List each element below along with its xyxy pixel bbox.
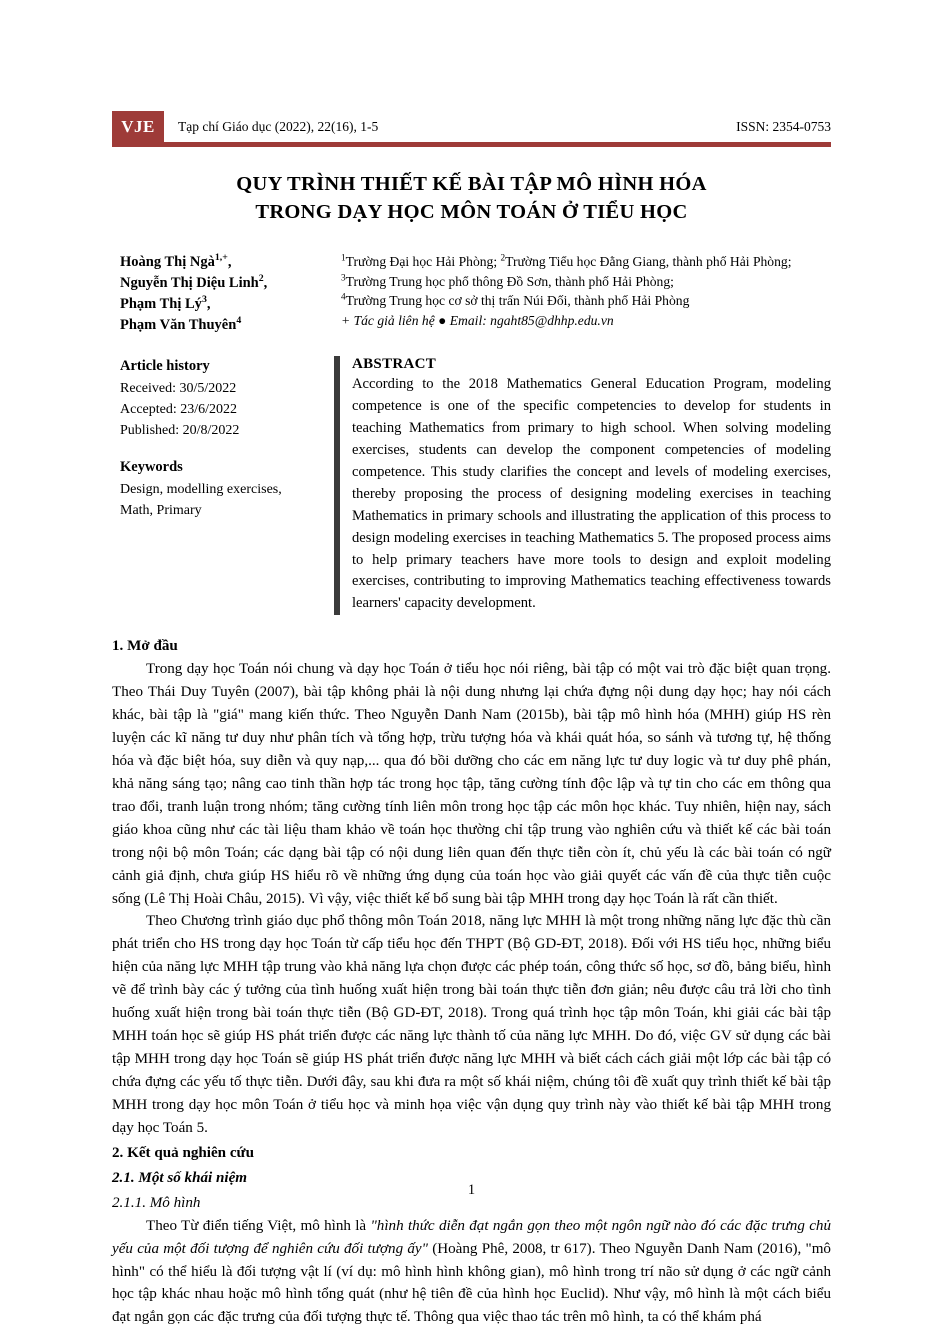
author-superscript: 1,+ [214,252,228,264]
abstract-text: According to the 2018 Mathematics General Education Program, modeling competence is one of the specific competencies to develop for students in teaching Mathematics from primary to high school. When solving modeling exercises, students can develop the component competencies of modeling competence. This study clarifies the concept and levels of modeling exercises, thereby proposing the process of designing modeling exercises in teaching Mathematics in primary schools and illustrating the application of this process to design modeling exercises in teaching Mathematics 5. The proposed process aims to help primary teachers have more tools to design and exploit modeling exercises, contributing to improving Mathematics teaching effectiveness towards learners' capacity development. [352,376,831,612]
author-entry [120,252,337,273]
paragraph-3-part-1: Theo Từ điển tiếng Việt, mô hình là [146,1217,371,1234]
keywords-line-2: Math, Primary [120,502,202,518]
author-superscript: 2 [258,273,264,285]
published-date: Published: 20/8/2022 [120,423,240,439]
affiliation-entry [341,272,831,292]
author-entry [120,315,337,336]
received-date: Received: 30/5/2022 [120,381,237,397]
paragraph-3 [112,1215,831,1330]
journal-citation: Tạp chí Giáo dục (2022), 22(16), 1-5 [178,118,379,134]
article-metadata [112,356,334,615]
paragraph-2: Theo Chương trình giáo dục phổ thông môn Toán 2018, năng lực MHH là một trong những năng lực đặc thù cần phát triển cho HS trong dạy học Toán từ cấp tiểu học đến THPT (Bộ GD-ĐT, 2018). Đối với HS tiểu học, những biểu hiện của năng lực MHH tập trung vào khả năng lựa chọn được các phép toán, công thức số học, sơ đồ, bảng biểu, hình vẽ để trình bày các ý tưởng của tình huống xuất hiện trong bài toán thực tiễn đơn giản; nêu được câu trả lời cho tình huống xuất hiện trong bài toán thực tiễn (Bộ GD-ĐT, 2018). Trong quá trình học tập môn Toán, khi giải các bài tập MHH toán học sẽ giúp HS phát triển được các năng lực thành tố của năng lực MHH. Do đó, việc GV sử dụng các bài tập MHH trong dạy học Toán sẽ giúp HS phát triển được năng lực MHH và biết cách cách giải một lớp các bài tập có chứa đựng các yếu tố thực tiễn. Dưới đây, sau khi đưa ra một số khái niệm, chúng tôi đề xuất quy trình thiết kế bài tập MHH trong dạy học môn Toán ở tiểu học và minh họa việc vận dụng quy trình này vào thiết kế bài tập MHH trong dạy học Toán 5. [112,913,831,1136]
heading-section-2: 2. Kết quả nghiên cứu [112,1144,254,1161]
paragraph-1: Trong dạy học Toán nói chung và dạy học Toán ở tiểu học nói riêng, bài tập có một vai trò đặc biệt quan trọng. Theo Thái Duy Tuyên (2007), bài tập không phải là nội dung nhưng lại chứa đựng nội dung dạy học; hay nói cách khác, bài tập là "giá" mang kiến thức. Theo Nguyễn Danh Nam (2015b), bài tập mô hình hóa (MHH) giúp HS rèn luyện các kĩ năng tư duy như phân tích và tổng hợp, trừu tượng hóa và khái quát hóa, so sánh và tương tự, hệ thống hóa và đặc biệt hóa, suy diễn và quy nạp,... qua đó bồi dưỡng cho các em năng lực tư duy logic và tư duy phê phán, khả năng sáng tạo; nâng cao tinh thần hợp tác trong học tập, tăng cường tính độc lập và tự tin cho các em thông qua trao đổi, tranh luận trong nhóm; tăng cường tính liên môn trong học tập các môn học khác. Tuy nhiên, hiện nay, sách giáo khoa cũng như các tài liệu tham khảo về toán học thường chỉ tập trung vào nghiên cứu và thiết kế các bài toán trong nội bộ môn Toán; các dạng bài tập có nội dung liên quan đến thực tiễn còn ít, chủ yếu là các bài toán có ngữ cảnh giả định, chưa giúp HS hiểu rõ về những ứng dụng của toán học vào giải quyết các vấn đề của thực tiễn cuộc sống (Lê Thị Hoài Châu, 2015). Vì vậy, việc thiết kế bổ sung bài tập MHH trong dạy học Toán là rất cần thiết. [112,661,831,907]
abstract-heading: ABSTRACT [352,356,437,373]
affiliation-superscript: 4 [341,291,346,302]
running-header-text [164,111,831,142]
author-name: Phạm Thị Lý [120,296,202,313]
author-separator: , [263,275,268,292]
affiliation-superscript: 2 [500,252,506,263]
issn-label: ISSN: 2354-0753 [736,118,831,134]
header-rule [112,142,831,147]
article-body [112,635,831,1329]
page-content [112,111,831,1329]
authors-affiliations-row [112,252,831,336]
paragraph-3-quote: "hình thức diễn đạt ngắn gọn theo một ngôn ngữ nào đó các đặc trưng chủ yếu của một đối tượng để nghiên cứu đối tượng ấy" [112,1217,831,1257]
affiliation-text: Trường Tiểu học Đằng Giang, thành phố Hải Phòng; [505,254,792,270]
affiliation-superscript: 1 [341,252,346,263]
affiliation-text: Trường Đại học Hải Phòng; [345,254,501,270]
affiliations-list [337,252,831,336]
keywords-line-1: Design, modelling exercises, [120,481,282,497]
corresponding-author-line: + Tác giả liên hệ ● Email: ngaht85@dhhp.edu.vn [341,313,614,329]
author-separator: , [227,254,232,271]
title-line-1: QUY TRÌNH THIẾT KẾ BÀI TẬP MÔ HÌNH HÓA [236,173,707,195]
affiliation-superscript: 3 [341,272,346,283]
author-entry [120,273,337,294]
author-name: Hoàng Thị Ngà [120,254,215,271]
heading-section-2-1: 2.1. Một số khái niệm [112,1169,248,1186]
author-name: Nguyễn Thị Diệu Linh [120,275,259,292]
page-title [112,171,831,226]
affiliation-entry [341,291,831,311]
running-header [112,111,831,142]
affiliation-text: Trường Trung học cơ sở thị trấn Núi Đối, thành phố Hải Phòng [345,293,690,309]
author-entry [120,294,337,315]
metadata-abstract-row [112,356,831,615]
page-number: 1 [467,1182,476,1198]
affiliation-entry [341,252,831,272]
paragraph-3-part-2: (Hoàng Phê, 2008, tr 617). Theo Nguyễn Danh Nam (2016), "mô hình" có thể hiểu là đối tượng vật lí (ví dụ: mô hình hình không gian), mô hình trong trí não sử dụng ở các ngữ cảnh học tập khác nhau hoặc mô hình tổng quát (như hệ tiên đề của hình học Euclid). Như vậy, mô hình là một cách biểu đạt ngắn gọn các đặc trưng của đối tượng thực tế. Thông qua việc thao tác trên mô hình, ta có thể khám phá [112,1240,831,1326]
authors-list [112,252,337,336]
heading-section-1: 1. Mở đầu [112,638,178,655]
author-superscript: 4 [236,315,242,327]
author-superscript: 3 [201,294,207,306]
abstract-block [334,356,831,615]
accepted-date: Accepted: 23/6/2022 [120,402,238,418]
keywords-heading: Keywords [120,459,183,476]
article-history-heading: Article history [120,358,210,375]
title-line-2: TRONG DẠY HỌC MÔN TOÁN Ở TIỂU HỌC [255,200,688,223]
author-name: Phạm Văn Thuyên [120,317,237,334]
heading-section-2-1-1: 2.1.1. Mô hình [112,1194,201,1211]
affiliation-text: Trường Trung học phổ thông Đồ Sơn, thành phố Hải Phòng; [345,273,674,289]
author-separator: , [206,296,211,313]
vje-logo: VJE [112,111,164,142]
metadata-spacer [120,441,334,457]
